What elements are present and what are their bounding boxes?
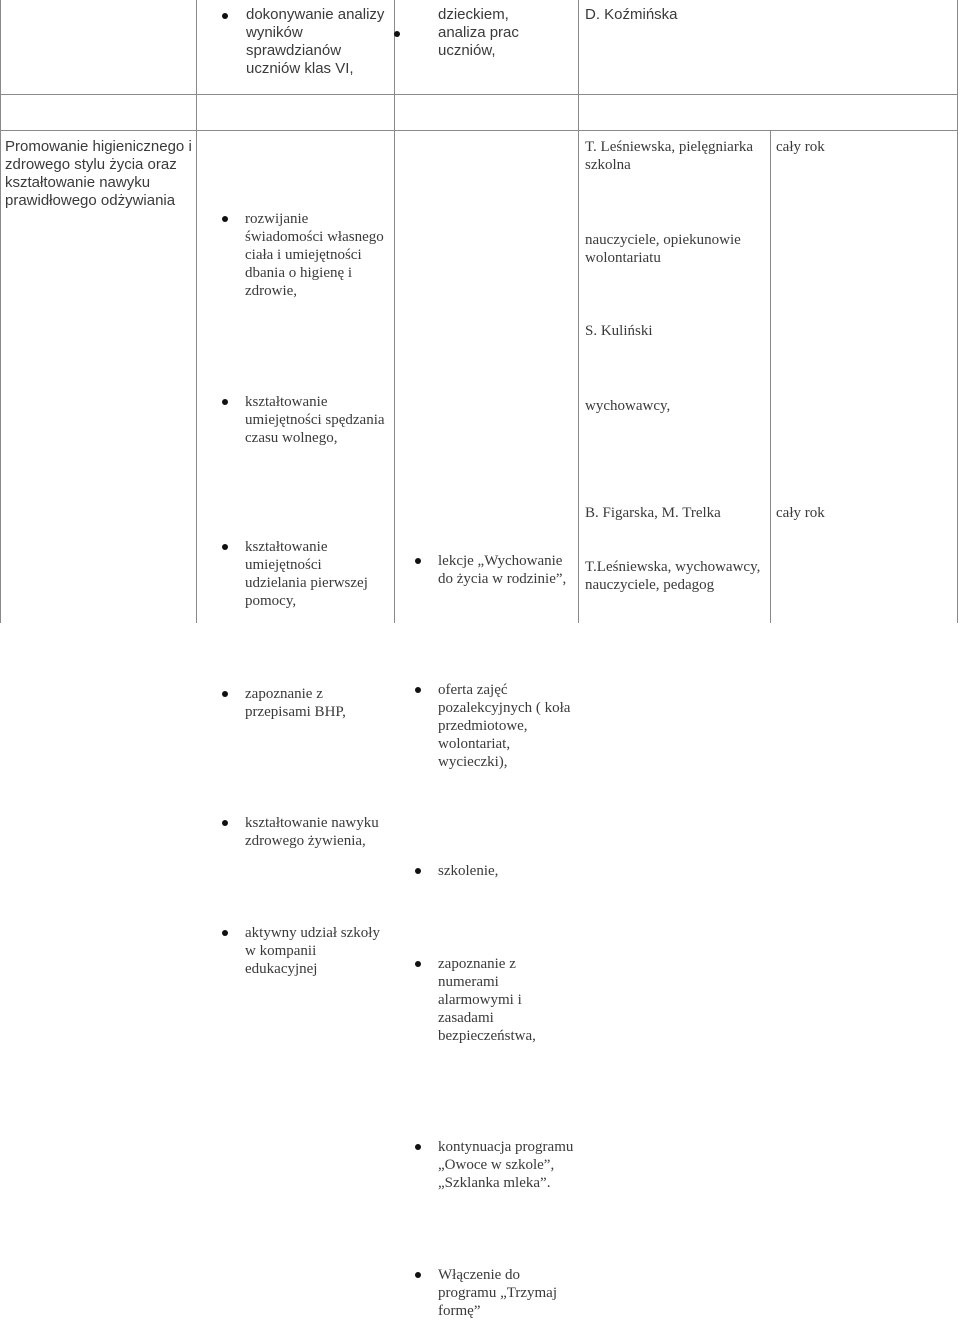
table-row-divider-top bbox=[0, 94, 958, 95]
list-item: oferta zajęć pozalekcyjnych ( koła przedmiotowe, wolontariat, wycieczki), bbox=[438, 681, 576, 771]
deadline: cały rok bbox=[776, 505, 825, 521]
list-item: dokonywanie analizy wyników sprawdzianów uczniów klas VI, bbox=[246, 6, 386, 78]
bullet-icon bbox=[415, 961, 421, 967]
task-description: Promowanie higienicznego i zdrowego stylu życia oraz kształtowanie nawyku prawidłowego odżywiania bbox=[5, 138, 192, 209]
bullet-icon bbox=[415, 1144, 421, 1150]
list-item: kontynuacja programu „Owoce w szkole”, „Szklanka mleka”. bbox=[438, 1138, 576, 1192]
responsible-person: T. Leśniewska, pielęgniarka szkolna bbox=[585, 139, 753, 173]
bullet-icon bbox=[222, 13, 228, 19]
bullet-icon bbox=[222, 691, 228, 697]
list-item: aktywny udział szkoły w kompanii edukacyjnej bbox=[245, 924, 385, 978]
table-row-divider bbox=[0, 130, 958, 131]
list-item: zapoznanie z numerami alarmowymi i zasadami bezpieczeństwa, bbox=[438, 955, 576, 1045]
list-item: Włączenie do programu „Trzymaj formę” bbox=[438, 1266, 576, 1320]
list-item: rozwijanie świadomości własnego ciała i umiejętności dbania o higienę i zdrowie, bbox=[245, 210, 385, 300]
top-method-cell bbox=[438, 6, 578, 60]
bullet-icon bbox=[415, 687, 421, 693]
bullet-icon bbox=[222, 399, 228, 405]
responsible-person: wychowawcy, bbox=[585, 398, 671, 414]
list-item: kształtowanie nawyku zdrowego żywienia, bbox=[245, 814, 385, 850]
list-item: lekcje „Wychowanie do życia w rodzinie”, bbox=[438, 552, 576, 588]
bullet-icon bbox=[222, 930, 228, 936]
bullet-icon bbox=[222, 820, 228, 826]
bullet-icon bbox=[415, 868, 421, 874]
deadline: cały rok bbox=[776, 139, 825, 155]
responsible-person: T.Leśniewska, wychowawcy, nauczyciele, pedagog bbox=[585, 559, 761, 593]
bullet-icon bbox=[415, 558, 421, 564]
method-line: dzieckiem, bbox=[438, 6, 509, 23]
responsible-person: S. Kuliński bbox=[585, 323, 653, 339]
list-item: kształtowanie umiejętności spędzania czasu wolnego, bbox=[245, 393, 385, 447]
bullet-icon bbox=[222, 544, 228, 550]
responsible-person: B. Figarska, M. Trelka bbox=[585, 505, 721, 521]
table-border-col4 bbox=[770, 130, 771, 623]
list-item: szkolenie, bbox=[438, 862, 576, 880]
bullet-icon bbox=[222, 216, 228, 222]
list-item: zapoznanie z przepisami BHP, bbox=[245, 685, 385, 721]
responsible-person: nauczyciele, opiekunowie wolontariatu bbox=[585, 232, 741, 266]
bullet-icon bbox=[415, 1272, 421, 1278]
method-line: analiza prac uczniów, bbox=[438, 24, 519, 59]
bullet-icon bbox=[394, 31, 400, 37]
list-item: kształtowanie umiejętności udzielania pierwszej pomocy, bbox=[245, 538, 385, 610]
top-responsible: D. Koźmińska bbox=[585, 6, 678, 23]
